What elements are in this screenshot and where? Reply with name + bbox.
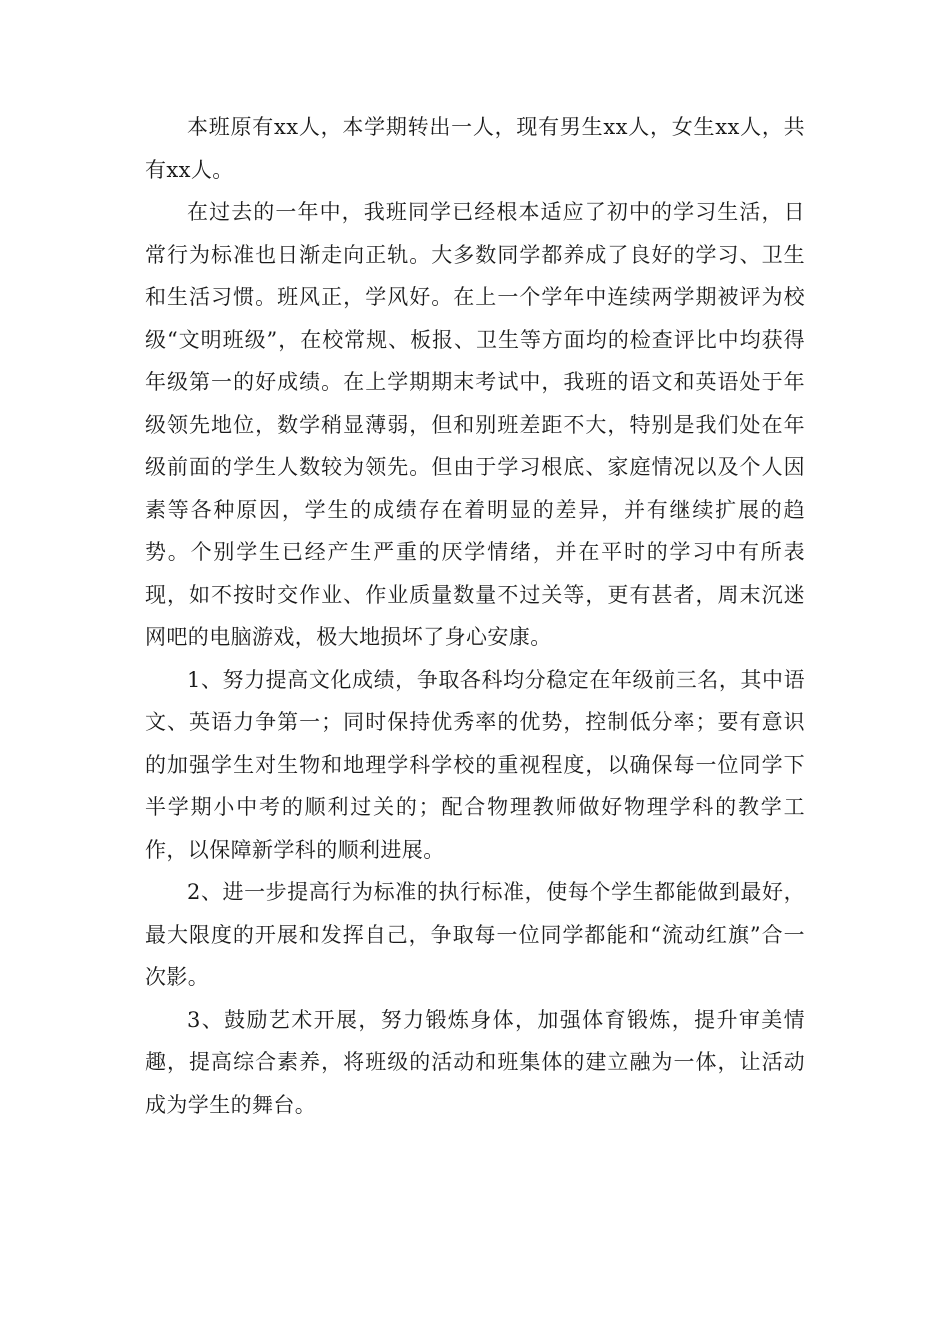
paragraph-goal-arts-sports: 3、鼓励艺术开展，努力锻炼身体，加强体育锻炼，提升审美情趣，提高综合素养，将班级的活动和班集体的建立融为一体，让活动成为学生的舞台。 [145,1007,805,1117]
paragraph-class-size: 本班原有xx人，本学期转出一人，现有男生xx人，女生xx人，共有xx人。 [145,115,805,182]
paragraph-class-overview: 在过去的一年中，我班同学已经根本适应了初中的学习生活，日常行为标准也日渐走向正轨。大多数同学都养成了良好的学习、卫生和生活习惯。班风正，学风好。在上一个学年中连续两学期被评为校级“文明班级”，在校常规、板报、卫生等方面均的检查评比中均获得年级第一的好成绩。在上学期期末考试中，我班的语文和英语处于年级领先地位，数学稍显薄弱，但和别班差距不大，特别是我们处在年级前面的学生人数较为领先。但由于学习根底、家庭情况以及个人因素等各种原因，学生的成绩存在着明显的差异，并有继续扩展的趋势。个别学生已经产生严重的厌学情绪，并在平时的学习中有所表现，如不按时交作业、作业质量数量不过关等，更有甚者，周末沉迷网吧的电脑游戏，极大地损坏了身心安康。 [145,200,805,649]
document-body [145,106,805,1126]
paragraph-goal-behavior: 2、进一步提高行为标准的执行标准，使每个学生都能做到最好，最大限度的开展和发挥自己，争取每一位同学都能和“流动红旗”合一次影。 [145,880,805,989]
paragraph-goal-academic: 1、努力提高文化成绩，争取各科均分稳定在年级前三名，其中语文、英语力争第一；同时保持优秀率的优势，控制低分率；要有意识的加强学生对生物和地理学科学校的重视程度，以确保每一位同学下半学期小中考的顺利过关的；配合物理教师做好物理学科的教学工作，以保障新学科的顺利进展。 [145,667,805,862]
